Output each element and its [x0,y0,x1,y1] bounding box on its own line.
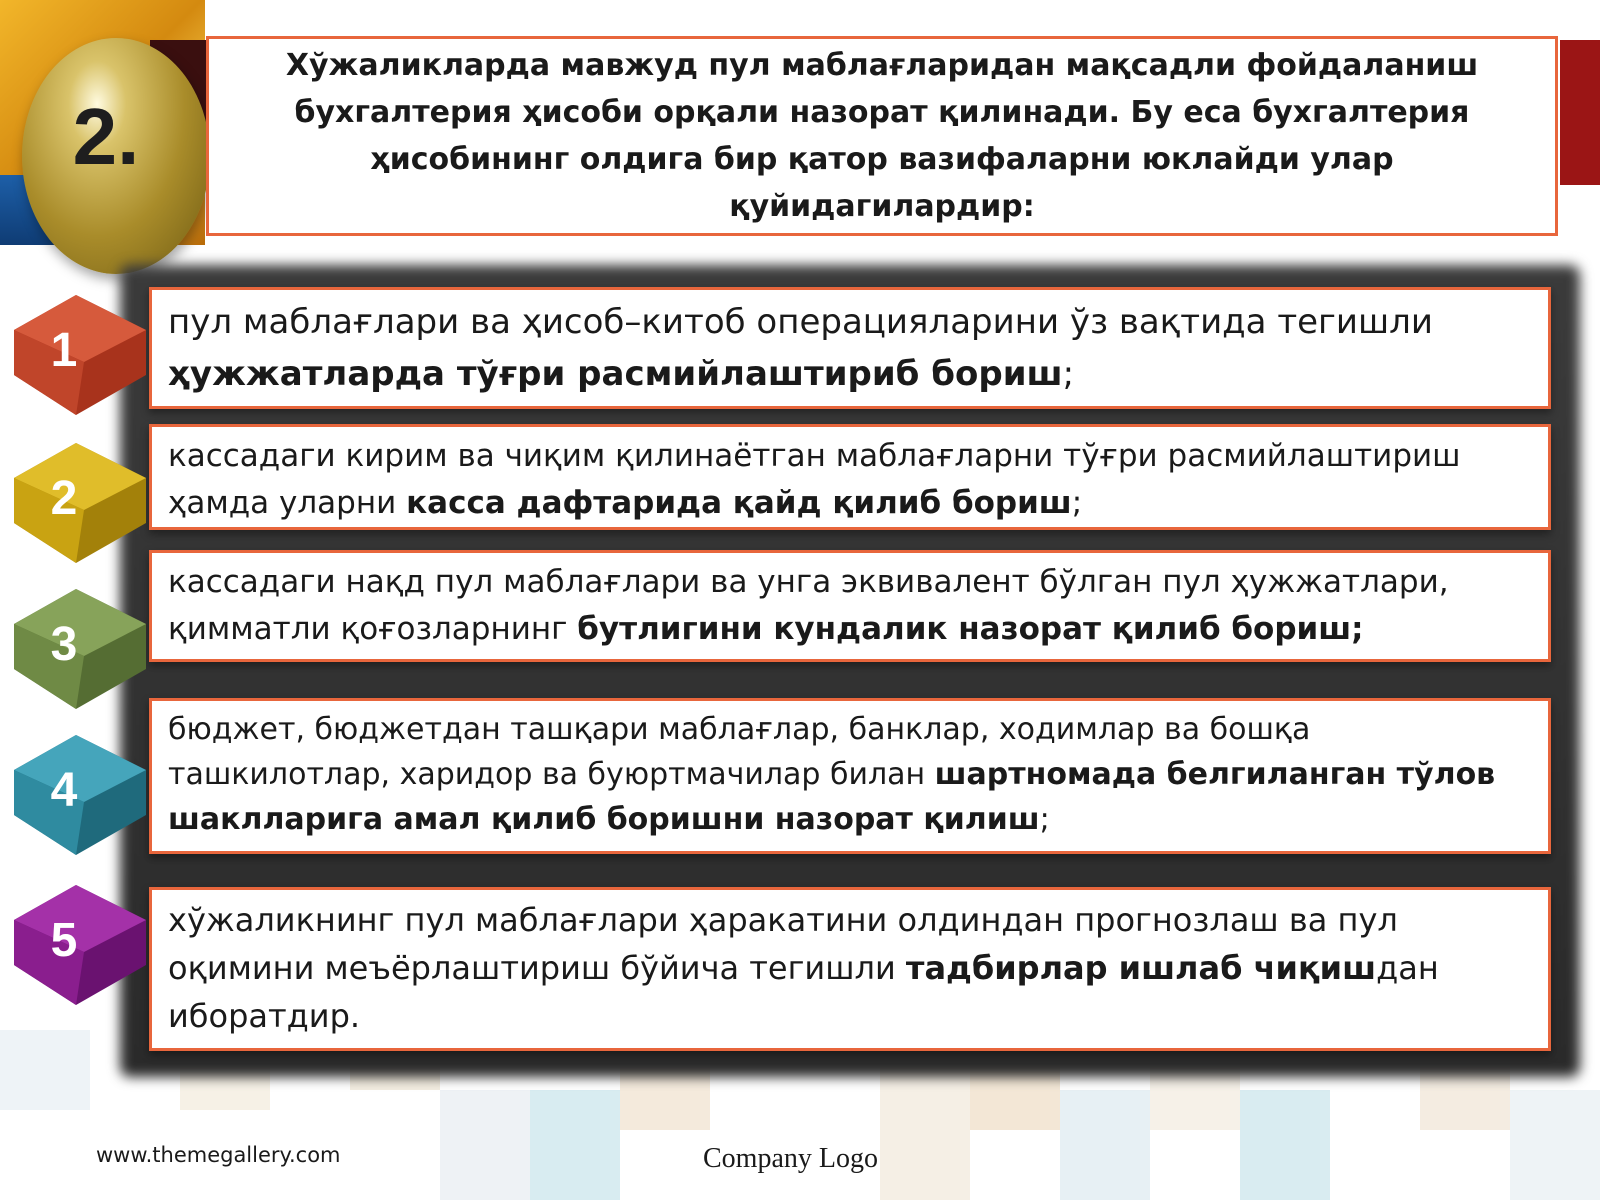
item-text: бюджет, бюджетдан ташқари маблағлар, банклар, ходимлар ва бошқа ташкилотлар, харидор ва буюртмачилар билан [168,712,1311,792]
slide-number-sphere [22,38,210,274]
slide-number: 2. [72,92,140,181]
badge-number: 3 [50,617,78,671]
item-text-tail: ; [1071,485,1083,521]
item-text-tail: ; [1039,802,1050,837]
item-text-tail: дан иборатдир. [168,949,1439,1035]
number-badge-2 [6,438,126,558]
list-item [149,698,1551,854]
item-bold-text: шартномада белгиланган тўлов шаклларига амал қилиб боришни назорат қилиш [168,757,1496,837]
number-badge-4 [6,730,126,850]
item-bold-text: тадбирлар ишлаб чиқиш [905,949,1377,987]
item-text: пул маблағлари ва ҳисоб–китоб операцияларини ўз вақтида тегишли [168,302,1433,342]
badge-number: 2 [50,471,78,525]
title-box [206,36,1558,236]
list-item [149,550,1551,662]
list-item [149,424,1551,530]
number-badge-1 [6,290,126,410]
item-text: хўжаликнинг пул маблағлари ҳаракатини олдиндан прогнозлаш ва пул оқимини меъёрлаштириш бўйича тегишли [168,901,1398,987]
number-badge-5 [6,880,126,1000]
badge-number: 1 [50,323,78,377]
right-accent-bar [1560,40,1600,185]
list-item [149,887,1551,1051]
item-bold-text: касса дафтарида қайд қилиб бориш [406,485,1072,521]
badge-number: 4 [50,763,78,817]
item-bold-text: бутлигини кундалик назорат қилиб бориш; [577,611,1364,647]
item-bold-text: ҳужжатларда тўғри расмийлаштириб бориш [168,354,1063,394]
company-logo: Company Logo [703,1143,878,1174]
list-item [149,287,1551,409]
item-text: кассадаги нақд пул маблағлари ва унга эквивалент бўлган пул ҳужжатлари, қимматли қоғозларнинг [168,564,1449,647]
item-text-tail: ; [1062,354,1075,394]
website-link[interactable]: www.themegallery.com [96,1143,341,1167]
badge-number: 5 [50,913,78,967]
number-badge-3 [6,584,126,704]
item-text: кассадаги кирим ва чиқим қилинаётган маблағларни тўғри расмийлаштириш ҳамда уларни [168,438,1461,521]
slide-title: Хўжаликларда мавжуд пул маблағларидан мақсадли фойдаланиш бухгалтерия ҳисоби орқали назорат қилинади. Бу еса бухгалтерия ҳисобининг олдига бир қатор вазифаларни юклайди улар қуйидагилардир: [285,48,1479,224]
